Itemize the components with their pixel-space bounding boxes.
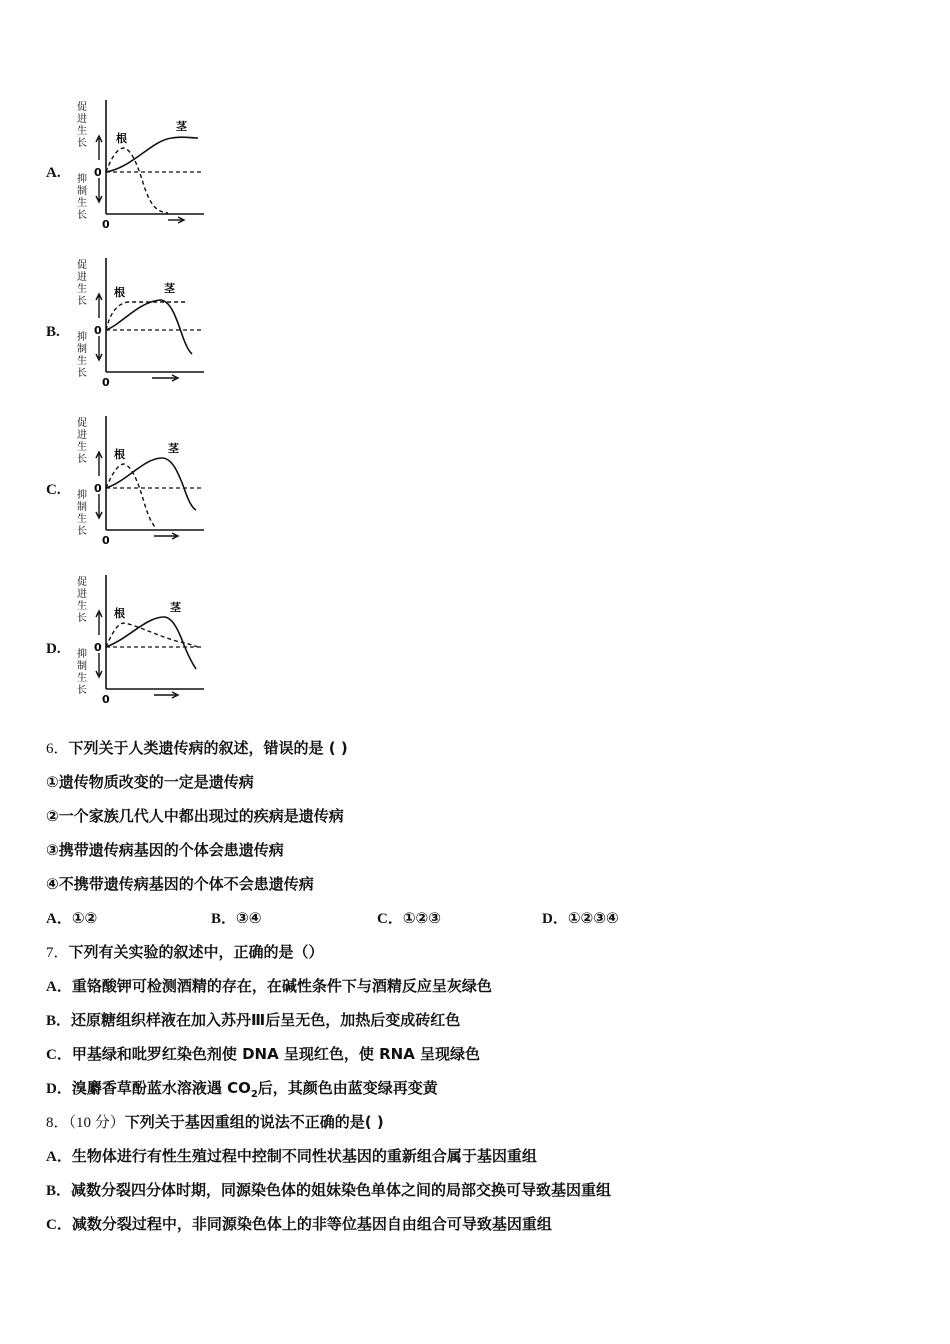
svg-text:长: 长 [77, 613, 87, 624]
graph-b [72, 254, 212, 388]
graph-c [72, 412, 212, 546]
svg-text:制: 制 [77, 186, 87, 197]
q6-statement: ①遗传物质改变的一定是遗传病 [46, 773, 254, 791]
svg-text:促: 促 [77, 418, 87, 429]
q7-option-a[interactable]: A．重铬酸钾可检测酒精的存在，在碱性条件下与酒精反应呈灰绿色 [46, 977, 492, 995]
root-label: 根 [114, 607, 125, 620]
svg-text:生: 生 [77, 601, 87, 612]
svg-text:生: 生 [77, 356, 87, 367]
svg-text:生: 生 [77, 198, 87, 209]
svg-text:生: 生 [77, 673, 87, 684]
svg-text:长: 长 [77, 138, 87, 149]
option-label: C. [46, 482, 61, 498]
svg-text:促: 促 [77, 260, 87, 271]
q6-statement: ③携带遗传病基因的个体会患遗传病 [46, 841, 284, 859]
option-label: D. [46, 641, 61, 657]
q7-option-c[interactable]: C．甲基绿和吡罗红染色剂使 DNA 呈现红色，使 RNA 呈现绿色 [46, 1045, 481, 1063]
zero-y-label: 0 [94, 482, 102, 495]
zero-x-label: 0 [102, 534, 110, 546]
svg-text:长: 长 [77, 685, 87, 696]
q6-choice-b[interactable]: B．③④ [211, 909, 262, 927]
svg-text:长: 长 [77, 526, 87, 537]
root-label: 根 [116, 132, 127, 145]
svg-text:抑: 抑 [77, 490, 87, 501]
q8-score: （10 分） [68, 1115, 125, 1131]
svg-text:进: 进 [77, 272, 87, 283]
q6-statement: ④不携带遗传病基因的个体不会患遗传病 [46, 875, 314, 893]
inhibit-axis-label [77, 172, 87, 221]
graph-a [72, 96, 212, 230]
svg-text:抑: 抑 [77, 649, 87, 660]
q6-statement: ②一个家族几代人中都出现过的疾病是遗传病 [46, 807, 344, 825]
q7-stem: 7．下列有关实验的叙述中，正确的是（） [46, 943, 324, 961]
q8-option-b[interactable]: B．减数分裂四分体时期，同源染色体的姐妹染色单体之间的局部交换可导致基因重组 [46, 1181, 612, 1199]
q6-stem: 6．下列关于人类遗传病的叙述，错误的是 ( ) [46, 739, 348, 757]
stem-label: 茎 [164, 282, 175, 295]
q8-option-c[interactable]: C．减数分裂过程中，非同源染色体上的非等位基因自由组合可导致基因重组 [46, 1215, 552, 1233]
svg-text:生: 生 [77, 442, 87, 453]
svg-text:生: 生 [77, 284, 87, 295]
svg-text:制: 制 [77, 344, 87, 355]
graph-d [72, 571, 212, 705]
root-label: 根 [114, 448, 125, 461]
svg-text:生: 生 [77, 126, 87, 137]
q6-choice-c[interactable]: C．①②③ [377, 909, 441, 927]
q7-number: 7． [46, 945, 69, 961]
q8-option-a[interactable]: A．生物体进行有性生殖过程中控制不同性状基因的重新组合属于基因重组 [46, 1147, 537, 1165]
zero-x-label: 0 [102, 218, 110, 230]
zero-y-label: 0 [94, 324, 102, 337]
svg-text:进: 进 [77, 430, 87, 441]
svg-text:生: 生 [77, 514, 87, 525]
inhibit-axis-label [77, 330, 87, 379]
q6-number: 6． [46, 741, 69, 757]
svg-text:促: 促 [77, 577, 87, 588]
stem-curve [106, 458, 196, 510]
svg-text:抑: 抑 [77, 332, 87, 343]
svg-text:抑: 抑 [77, 174, 87, 185]
q6-choice-a[interactable]: A．①② [46, 909, 98, 927]
svg-text:促: 促 [77, 102, 87, 113]
stem-curve [106, 300, 192, 354]
q8-number: 8． [46, 1115, 69, 1131]
inhibit-axis-label [77, 488, 87, 537]
q8-stem: 8．（10 分）下列关于基因重组的说法不正确的是( ) [46, 1113, 384, 1131]
inhibit-axis-label [77, 647, 87, 696]
svg-text:制: 制 [77, 502, 87, 513]
promote-axis-label [77, 417, 87, 465]
stem-label: 茎 [168, 442, 179, 455]
promote-axis-label [77, 259, 87, 307]
promote-axis-label [77, 576, 87, 624]
option-label: A. [46, 165, 61, 181]
option-label: B. [46, 324, 60, 340]
svg-text:进: 进 [77, 589, 87, 600]
promote-axis-label [77, 101, 87, 149]
stem-label: 茎 [170, 601, 181, 614]
q7-option-b[interactable]: B．还原糖组织样液在加入苏丹Ⅲ后呈无色，加热后变成砖红色 [46, 1011, 461, 1029]
svg-text:长: 长 [77, 210, 87, 221]
q7-option-d[interactable]: D．溴麝香草酚蓝水溶液遇 $CO_2$后，其颜色由蓝变绿再变黄 [46, 1079, 438, 1100]
zero-y-label: 0 [94, 641, 102, 654]
zero-x-label: 0 [102, 376, 110, 388]
svg-text:长: 长 [77, 454, 87, 465]
stem-label: 茎 [176, 120, 187, 133]
svg-text:长: 长 [77, 296, 87, 307]
zero-x-label: 0 [102, 693, 110, 705]
svg-text:长: 长 [77, 368, 87, 379]
q6-choice-d[interactable]: D．①②③④ [542, 909, 619, 927]
svg-text:制: 制 [77, 661, 87, 672]
root-label: 根 [114, 286, 125, 299]
stem-curve [106, 617, 196, 669]
zero-y-label: 0 [94, 166, 102, 179]
svg-text:进: 进 [77, 114, 87, 125]
